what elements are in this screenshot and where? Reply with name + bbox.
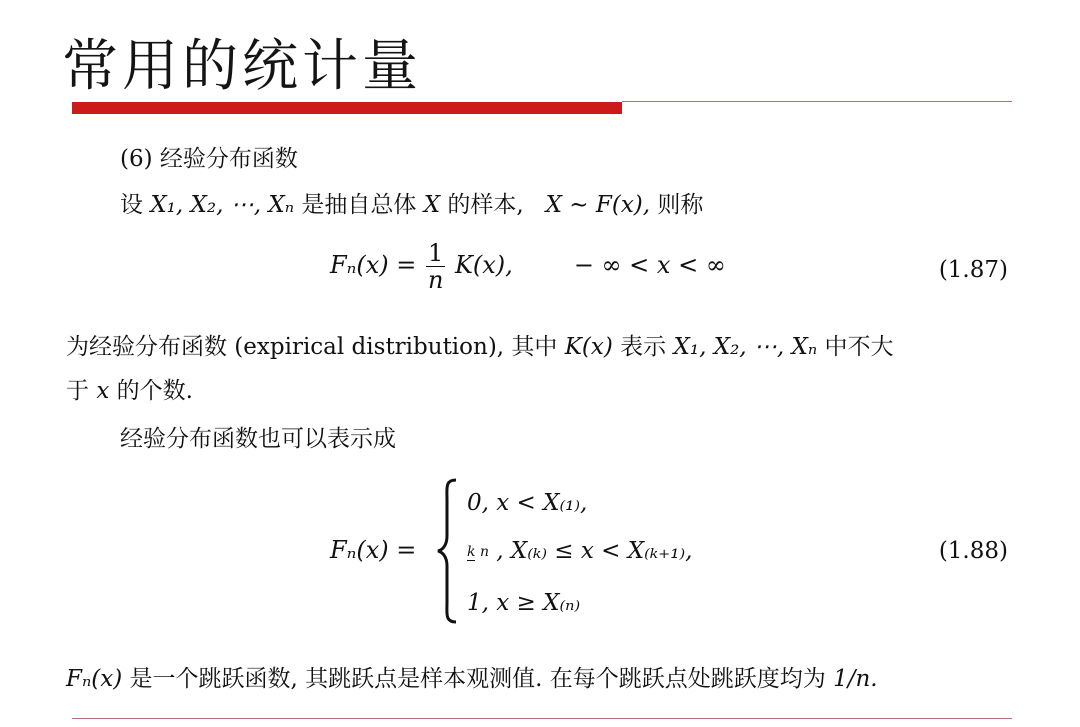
- eq2-case2-text: , X₍ₖ₎ ≤ x < X₍ₖ₊₁₎,: [496, 538, 693, 564]
- eq2-small-fraction: [467, 544, 489, 560]
- intro-dist: X ∼ F(x),: [545, 192, 651, 218]
- eq2-lhs: [330, 536, 416, 564]
- eq1-rhs: K(x),: [454, 251, 513, 279]
- eq2-case-2: [467, 538, 692, 564]
- intro-suffix: 则称: [657, 192, 704, 218]
- title-rule: [622, 101, 1012, 102]
- intro-prefix: 设: [120, 192, 143, 218]
- intro-mid: 是抽自总体: [301, 192, 417, 218]
- left-brace-icon: [436, 478, 458, 624]
- eq2-case-3: [467, 590, 580, 616]
- paragraph-1-line-1: [66, 328, 894, 361]
- intro-mid2: 的样本,: [447, 192, 524, 218]
- equation-number-1-88: (1.88): [938, 538, 1008, 564]
- para1-text-a: 为经验分布函数 (expirical distribution), 其中: [66, 334, 558, 360]
- eq2-case3-text: 1, x ≥ X₍ₙ₎: [467, 590, 581, 616]
- paragraph-2: 经验分布函数也可以表示成: [120, 426, 396, 452]
- para3-jump: 1/n.: [833, 666, 878, 692]
- para3-text: 是一个跳跃函数, 其跳跃点是样本观测值. 在每个跳跃点处跳跃度均为: [129, 666, 826, 692]
- paragraph-3: [66, 660, 878, 693]
- para1-text-line2c: 的个数.: [116, 378, 193, 404]
- para1-kx: K(x): [564, 334, 613, 360]
- eq2-case-1: [467, 490, 587, 516]
- eq2-lhs-text: Fₙ(x) =: [330, 536, 417, 564]
- intro-samples: X₁, X₂, ⋯, Xₙ: [150, 192, 295, 218]
- footer-rule: [72, 718, 1012, 719]
- eq2-case1-text: 0, x < X₍₁₎,: [467, 490, 588, 516]
- para1-text-line2a: 于: [66, 378, 89, 404]
- eq1-range: − ∞ < x < ∞: [573, 251, 726, 279]
- page-title: 常用的统计量: [62, 34, 422, 99]
- equation-1-87: [330, 240, 726, 293]
- paragraph-1-line-2: [66, 372, 193, 405]
- title-accent-bar: [72, 102, 622, 114]
- para1-text-c: 表示: [620, 334, 667, 360]
- para1-x: x: [96, 378, 110, 404]
- section-heading: (6) 经验分布函数: [120, 146, 298, 172]
- eq2-frac-num: k: [467, 544, 476, 560]
- eq1-fraction: [426, 240, 445, 293]
- eq1-denominator: n: [427, 266, 444, 294]
- eq1-numerator: 1: [428, 239, 444, 267]
- para3-fn: Fₙ(x): [66, 666, 123, 692]
- para1-text-e: 中不大: [824, 334, 894, 360]
- equation-number-1-87: (1.87): [938, 257, 1008, 283]
- para1-samples: X₁, X₂, ⋯, Xₙ: [673, 334, 818, 360]
- intro-line: [120, 186, 703, 219]
- eq1-lhs: Fₙ(x) =: [330, 251, 417, 279]
- eq2-frac-den: n: [479, 544, 489, 560]
- intro-var: X: [423, 192, 441, 218]
